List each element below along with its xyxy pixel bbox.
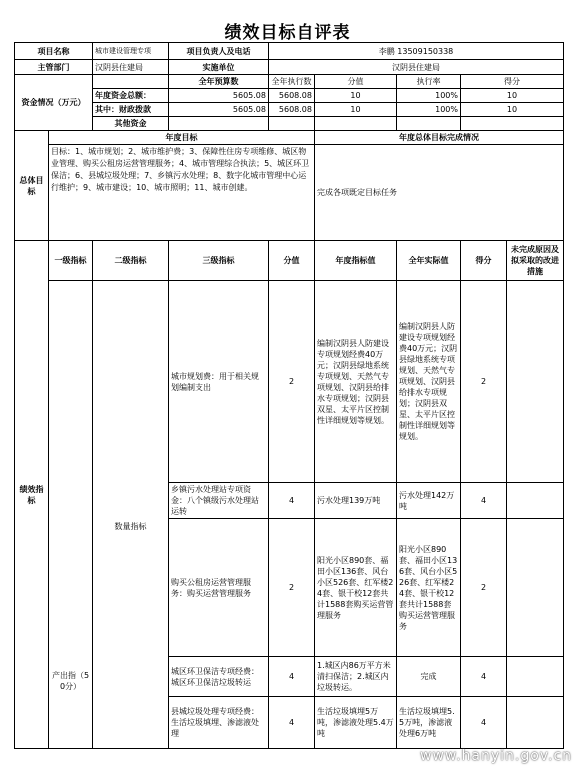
indicator-target: 1.城区内86万平方米清扫保洁；2.城区内垃圾转运。 — [315, 657, 397, 697]
funds-row-label: 年度资金总额： — [93, 89, 169, 103]
funds-points: 10 — [461, 89, 564, 103]
project-name-label: 项目名称 — [15, 43, 93, 60]
project-name-value: 城市建设管理专项 — [93, 43, 169, 60]
funds-exec: 5608.08 — [269, 89, 315, 103]
indicators-label: 绩效指标 — [15, 241, 49, 749]
funds-blank — [93, 75, 169, 89]
indicator-reason — [507, 697, 564, 749]
dept-label: 主管部门 — [15, 60, 93, 75]
funds-row — [15, 89, 564, 103]
funds-points — [461, 117, 564, 131]
indicator-score: 2 — [269, 281, 315, 483]
funds-rate: 100% — [397, 89, 461, 103]
goals-label: 总体目标 — [15, 131, 49, 241]
indicator-actual: 完成 — [397, 657, 461, 697]
level3-indicator: 县城垃圾处理专项经费：生活垃圾填埋、渗滤液处理 — [169, 697, 269, 749]
annual-goal-label: 年度目标 — [49, 131, 315, 145]
funds-row — [15, 117, 564, 131]
funds-exec — [269, 117, 315, 131]
funds-label: 资金情况（万元） — [15, 75, 93, 131]
indicator-score: 4 — [269, 483, 315, 519]
completion-text: 完成各项既定目标任务 — [315, 145, 564, 241]
level2-indicator: 数量指标 — [93, 281, 169, 749]
indicator-points: 4 — [461, 483, 507, 519]
indicator-actual: 阳光小区890套、福田小区136套、风台小区526套、红军楼24套、银干校12套共计1588套购买运营管理服务 — [397, 519, 461, 657]
indicator-score: 4 — [269, 697, 315, 749]
ind-header-target: 年度指标值 — [315, 241, 397, 281]
level3-indicator: 乡镇污水处理站专项资金：八个镇级污水处理站运转 — [169, 483, 269, 519]
funds-points: 10 — [461, 103, 564, 117]
evaluation-table — [14, 42, 564, 749]
indicator-reason — [507, 657, 564, 697]
ind-header-points: 得分 — [461, 241, 507, 281]
indicator-score: 4 — [269, 657, 315, 697]
funds-score: 10 — [315, 89, 397, 103]
manager-label: 项目负责人及电话 — [169, 43, 269, 60]
ind-header-reason: 未完成原因及拟采取的改进措施 — [507, 241, 564, 281]
funds-budget — [169, 117, 269, 131]
ind-header-level2: 二级指标 — [93, 241, 169, 281]
annual-goal-text: 目标：1、城市规划；2、城市维护费；3、保障性住房专项维修、城区物业管理、购买公租房运营管理服务；4、城市管理综合执法；5、城区环卫保洁；6、县城垃圾处理；7、乡镇污水处理；8、数字化城市管理中心运行维护；9、城市建设；10、城市照明；11、城市创建。 — [49, 145, 315, 241]
funds-score — [315, 117, 397, 131]
ind-header-actual: 全年实际值 — [397, 241, 461, 281]
page-title: 绩效目标自评表 — [224, 23, 351, 43]
col-score: 分值 — [315, 75, 397, 89]
ind-header-score: 分值 — [269, 241, 315, 281]
ind-header-level1: 一级指标 — [49, 241, 93, 281]
site-watermark: www.hanyin.gov.cn — [420, 748, 573, 764]
indicator-reason — [507, 281, 564, 483]
funds-exec: 5608.08 — [269, 103, 315, 117]
funds-budget: 5605.08 — [169, 103, 269, 117]
indicator-reason — [507, 483, 564, 519]
ind-header-level3: 三级指标 — [169, 241, 269, 281]
col-budget: 全年预算数 — [169, 75, 269, 89]
col-points: 得分 — [461, 75, 564, 89]
indicator-reason — [507, 519, 564, 657]
indicator-target: 编制汉阴县人防建设专项规划经费40万元；汉阴县绿地系统专项规划、天然气专项规划、汉阴县给排水专项规划；汉阴县双星、太平片区控制性详细规划等规划。 — [315, 281, 397, 483]
indicator-score: 2 — [269, 519, 315, 657]
indicator-points: 2 — [461, 281, 507, 483]
indicator-target: 污水处理139万吨 — [315, 483, 397, 519]
funds-row-label: 其他资金 — [93, 117, 169, 131]
funds-budget: 5605.08 — [169, 89, 269, 103]
indicator-actual: 生活垃圾填埋5.5万吨，渗滤液处理6万吨 — [397, 697, 461, 749]
indicator-target: 阳光小区890套、福田小区136套、风台小区526套、红军楼24套、银干校12套共计1588套购买运营管理服务 — [315, 519, 397, 657]
indicator-points: 4 — [461, 697, 507, 749]
indicator-actual: 污水处理142万吨 — [397, 483, 461, 519]
funds-score: 10 — [315, 103, 397, 117]
impl-label: 实施单位 — [169, 60, 269, 75]
funds-row-label: 其中：财政拨款 — [93, 103, 169, 117]
manager-value: 李鹏 13509150338 — [269, 43, 564, 60]
level3-indicator: 购买公租房运营管理服务：购买运营管理服务 — [169, 519, 269, 657]
table-row — [15, 281, 564, 483]
level3-indicator: 城市规划费：用于相关规划编制支出 — [169, 281, 269, 483]
dept-value: 汉阴县住建局 — [93, 60, 169, 75]
indicator-actual: 编制汉阴县人防建设专项规划经费40万元；汉阴县绿地系统专项规划、天然气专项规划、汉阴县给排水专项规划；汉阴县双星、太平片区控制性详细规划等规划。 — [397, 281, 461, 483]
funds-rate: 100% — [397, 103, 461, 117]
indicator-points: 4 — [461, 657, 507, 697]
impl-value: 汉阴县住建局 — [269, 60, 564, 75]
level1-indicator: 产出指（50分） — [49, 281, 93, 749]
indicator-target: 生活垃圾填埋5万吨，渗滤液处理5.4万吨 — [315, 697, 397, 749]
funds-rate — [397, 117, 461, 131]
completion-label: 年度总体目标完成情况 — [315, 131, 564, 145]
funds-row — [15, 103, 564, 117]
col-rate: 执行率 — [397, 75, 461, 89]
level3-indicator: 城区环卫保洁专项经费：城区环卫保洁垃圾转运 — [169, 657, 269, 697]
indicator-points: 2 — [461, 519, 507, 657]
col-exec: 全年执行数 — [269, 75, 315, 89]
